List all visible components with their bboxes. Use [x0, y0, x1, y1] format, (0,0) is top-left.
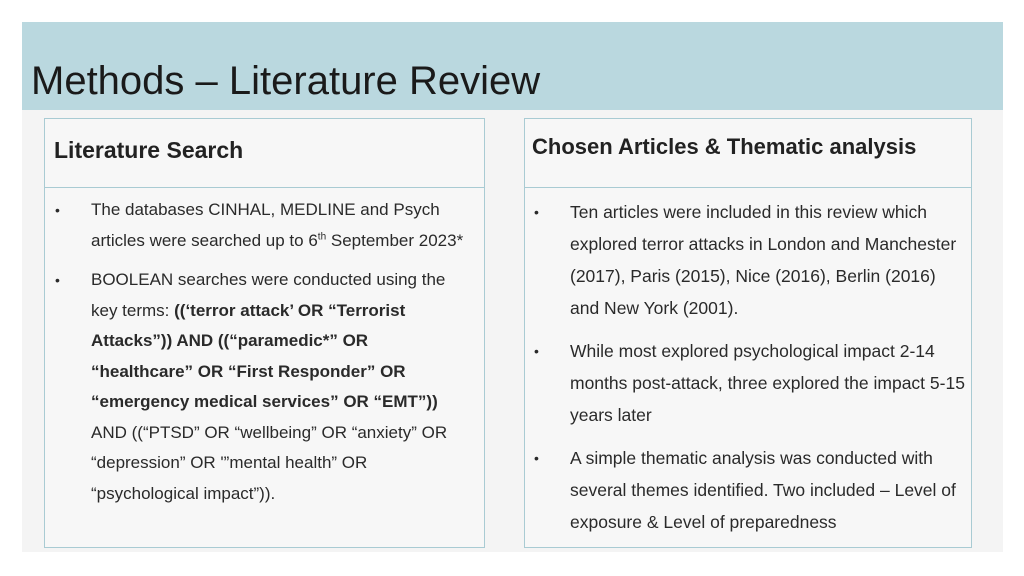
- panel-header: [45, 119, 484, 188]
- list-item: [525, 196, 971, 324]
- bullet-list: [45, 195, 484, 509]
- bullet-icon: •: [534, 450, 539, 466]
- panel-heading: Chosen Articles & Thematic analysis: [532, 134, 917, 159]
- bullet-list: [525, 196, 971, 538]
- bullet-icon: •: [55, 272, 60, 288]
- bullet-icon: •: [534, 204, 539, 220]
- bullet-text: While most explored psychological impact 2-14 months post-attack, three explored the impact 5-15 years later: [570, 341, 965, 425]
- bullet-text: AND ((“PTSD” OR “wellbeing” OR “anxiety” OR “depression” OR '”mental health” OR “psychological impact”)).: [91, 422, 448, 503]
- chosen-articles-panel: [524, 118, 972, 548]
- panel-heading: Literature Search: [54, 137, 244, 163]
- slide-title: Methods – Literature Review: [31, 59, 541, 103]
- bullet-icon: •: [55, 202, 60, 218]
- title-band: [22, 22, 1003, 110]
- bullet-text: Ten articles were included in this review which explored terror attacks in London and Manchester (2017), Paris (2015), Nice (2016), Berlin (2016) and New York (2001).: [570, 202, 957, 318]
- panel-header: [525, 119, 971, 188]
- bullet-icon: •: [534, 343, 539, 359]
- superscript: th: [317, 230, 327, 242]
- list-item: [525, 442, 971, 538]
- bullet-text: September 2023*: [326, 230, 464, 250]
- list-item: [45, 195, 484, 256]
- bullet-text: A simple thematic analysis was conducted with several themes identified. Two included – Level of exposure & Level of preparedness: [570, 448, 956, 532]
- slide: [22, 22, 1003, 552]
- boolean-key-terms: ((‘terror attack’ OR “Terrorist Attacks”)) AND ((“paramedic*” OR “healthcare” OR “First Responder” OR “emergency medical services” OR “EMT”)): [91, 300, 438, 411]
- literature-search-panel: [44, 118, 485, 548]
- list-item: [45, 265, 484, 509]
- list-item: [525, 335, 971, 431]
- bullet-text: The databases CINHAL, MEDLINE and Psych articles were searched up to 6: [91, 200, 440, 250]
- bullet-text: BOOLEAN searches were conducted using the key terms:: [91, 270, 446, 320]
